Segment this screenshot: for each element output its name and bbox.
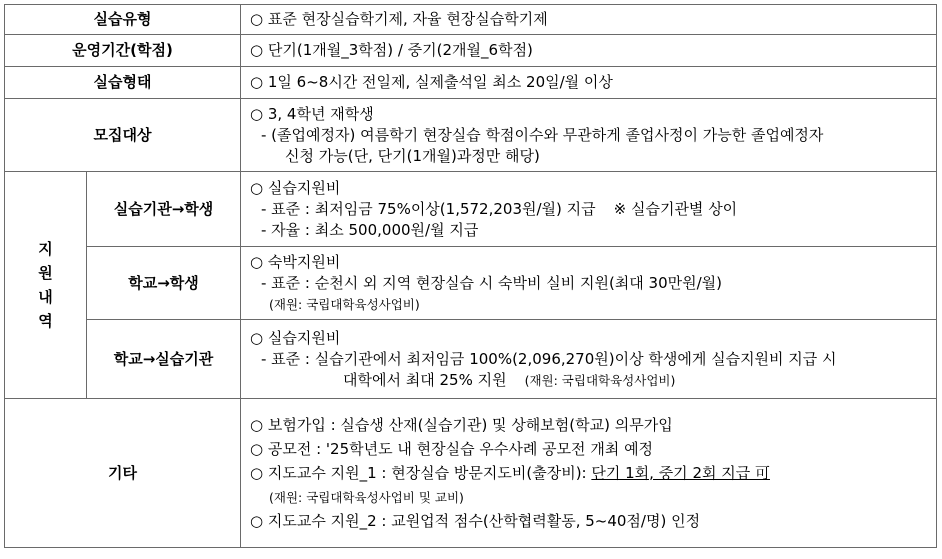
- school-to-student-line-1: ○ 숙박지원비: [250, 252, 341, 271]
- etc-label: 기타: [5, 399, 241, 548]
- etc-line-4: (재원: 국립대학육성사업비 및 교비): [269, 489, 464, 505]
- row-support-school-to-student: [5, 247, 937, 320]
- etc-content: [241, 399, 937, 548]
- recruit-target-label: 모집대상: [5, 99, 241, 172]
- org-to-student-note: ※ 실습기관별 상이: [613, 199, 738, 218]
- practice-type-content: [241, 5, 937, 35]
- row-etc: [5, 399, 937, 548]
- school-to-student-label: 학교→학생: [87, 247, 241, 320]
- operating-period-content: [241, 35, 937, 67]
- etc-line-2: ○ 공모전 : '25학년도 내 현장실습 우수사례 공모전 개최 예정: [250, 439, 654, 458]
- school-to-org-support-text: 대학에서 최대 25% 지원: [343, 370, 507, 389]
- school-to-student-content: [241, 247, 937, 320]
- etc-line-1: ○ 보험가입 : 실습생 산재(실습기관) 및 상해보험(학교) 의무가입: [250, 415, 673, 434]
- program-info-table: [4, 4, 937, 548]
- etc-line-3: [247, 463, 930, 484]
- org-to-student-content: [241, 172, 937, 247]
- support-details-label: [5, 172, 87, 399]
- recruit-target-content: [241, 99, 937, 172]
- school-to-org-label: 학교→실습기관: [87, 320, 241, 399]
- row-operating-period: [5, 35, 937, 67]
- school-to-student-line-2: - 표준 : 순천시 외 지역 현장실습 시 숙박비 실비 지원(최대 30만원/월): [261, 273, 723, 292]
- etc-advisor-support-1: ○ 지도교수 지원_1 : 현장실습 방문지도비(출장비):: [250, 463, 592, 482]
- school-to-org-note: (재원: 국립대학육성사업비): [524, 372, 676, 388]
- recruit-target-line-3: 신청 가능(단, 단기(1개월)과정만 해당): [285, 146, 540, 165]
- row-practice-type: [5, 5, 937, 35]
- org-to-student-standard: - 표준 : 최저임금 75%이상(1,572,203원/월) 지급: [261, 199, 596, 218]
- org-to-student-line-1: ○ 실습지원비: [250, 178, 341, 197]
- operating-period-label: 운영기간(학점): [5, 35, 241, 67]
- school-to-student-line-3: (재원: 국립대학육성사업비): [269, 296, 420, 312]
- row-recruit-target: [5, 99, 937, 172]
- row-practice-form: [5, 67, 937, 99]
- etc-line-5: ○ 지도교수 지원_2 : 교원업적 점수(산학협력활동, 5~40점/명) 인정: [250, 511, 701, 530]
- practice-form-line: ○ 1일 6~8시간 전일제, 실제출석일 최소 20일/월 이상: [250, 73, 613, 91]
- school-to-org-line-2: - 표준 : 실습기관에서 최저임금 100%(2,096,270원)이상 학생에게 실습지원비 지급 시: [261, 349, 837, 368]
- support-label-char-3: 내: [38, 288, 53, 306]
- practice-type-label: 실습유형: [5, 5, 241, 35]
- school-to-org-line-1: ○ 실습지원비: [250, 328, 341, 347]
- practice-form-label: 실습형태: [5, 67, 241, 99]
- org-to-student-line-3: - 자율 : 최소 500,000원/월 지급: [261, 220, 479, 239]
- support-label-char-2: 원: [38, 264, 53, 282]
- recruit-target-line-1: ○ 3, 4학년 재학생: [250, 104, 374, 123]
- recruit-target-line-2: - (졸업예정자) 여름학기 현장실습 학점이수와 무관하게 졸업사정이 가능한 졸업예정자: [261, 125, 824, 144]
- row-support-org-to-student: [5, 172, 937, 247]
- support-label-char-1: 지: [38, 240, 53, 258]
- school-to-org-content: [241, 320, 937, 399]
- support-label-char-4: 역: [38, 312, 53, 330]
- org-to-student-label: 실습기관→학생: [87, 172, 241, 247]
- row-support-school-to-org: [5, 320, 937, 399]
- operating-period-line: ○ 단기(1개월_3학점) / 중기(2개월_6학점): [250, 41, 533, 59]
- school-to-org-line-3: [247, 370, 930, 391]
- etc-advisor-support-1-underlined: 단기 1회, 중기 2회 지급 可: [591, 463, 770, 482]
- org-to-student-line-2: [247, 199, 930, 220]
- practice-form-content: [241, 67, 937, 99]
- practice-type-line: ○ 표준 현장실습학기제, 자율 현장실습학기제: [250, 10, 548, 28]
